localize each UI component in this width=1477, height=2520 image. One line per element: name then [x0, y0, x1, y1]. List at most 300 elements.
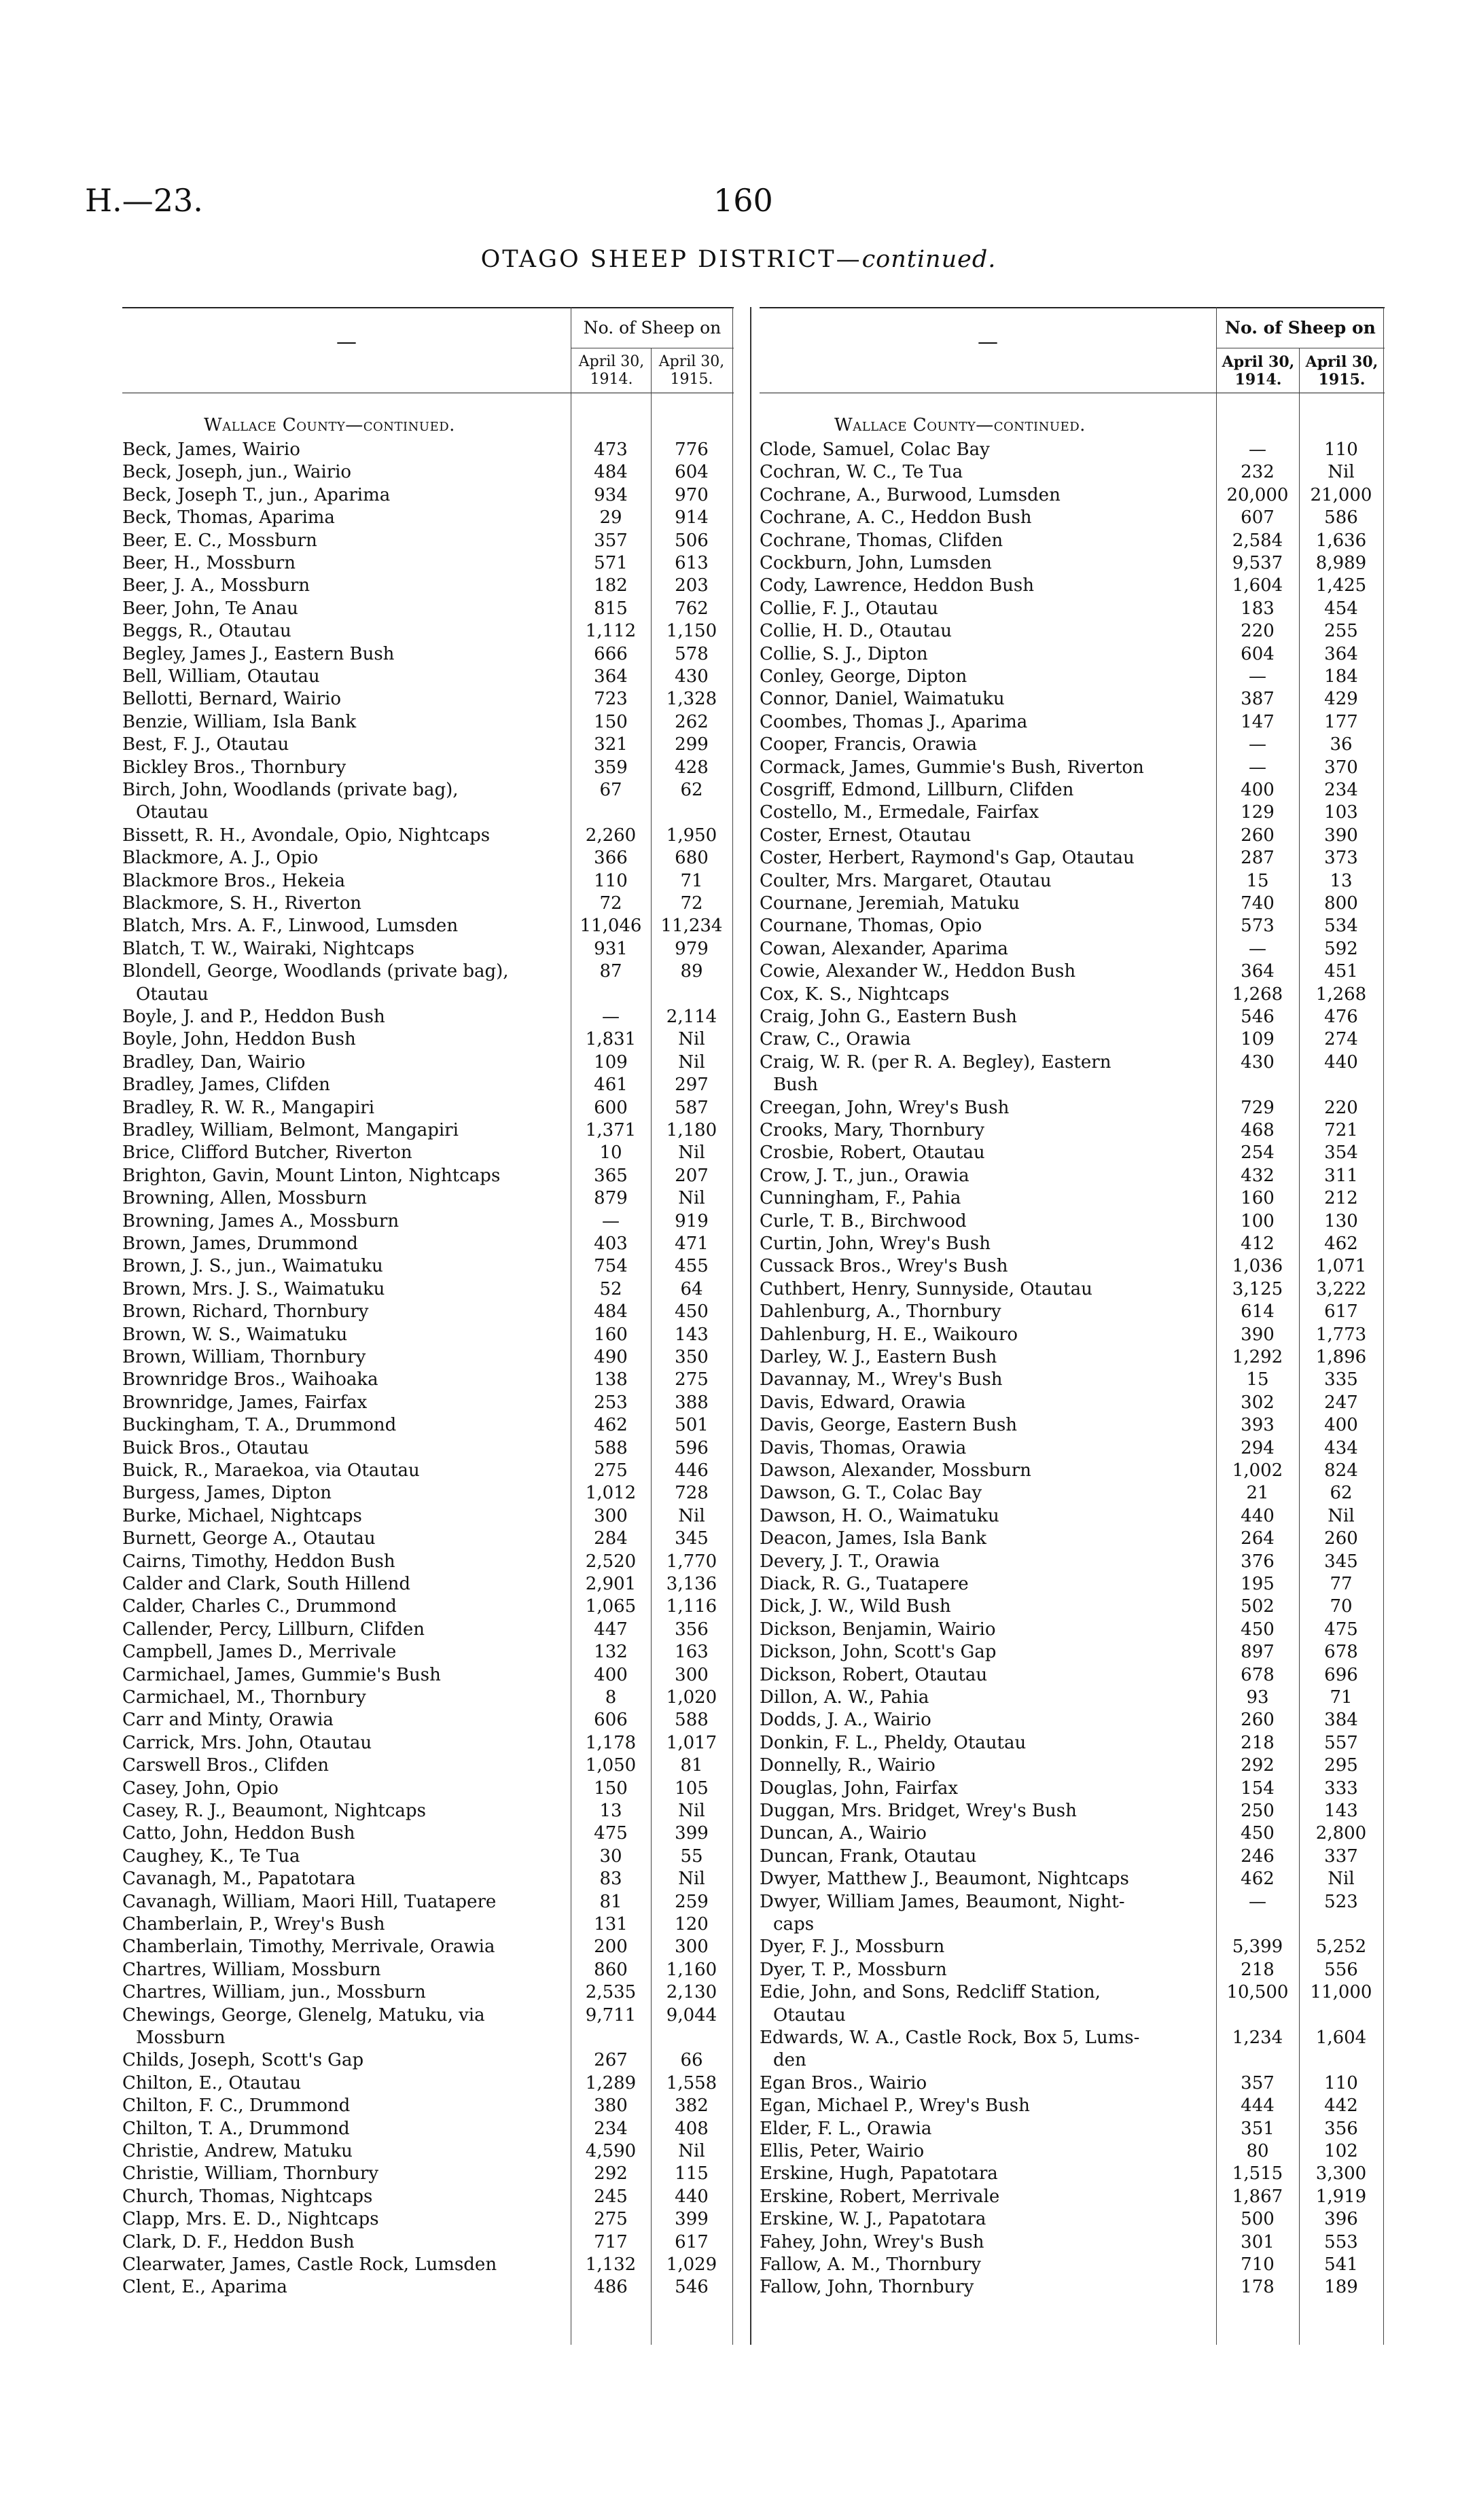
row-value-1914: 1,050 [585, 1755, 637, 1776]
row-value-1914: 292 [1241, 1755, 1275, 1776]
row-value-1914: 390 [1241, 1324, 1275, 1345]
row-name: Brown, Richard, Thornbury [122, 1301, 369, 1322]
table-row [122, 938, 734, 960]
row-name: Campbell, James D., Merrivale [122, 1642, 397, 1663]
row-value-1915: 1,558 [666, 2072, 717, 2093]
row-value-1914: 1,132 [585, 2254, 637, 2275]
row-value-1915: 62 [1330, 1483, 1353, 1504]
row-value-1914: 400 [1241, 780, 1275, 800]
row-name: Coombes, Thomas J., Aparima [760, 711, 1028, 732]
row-value-1915: 130 [1324, 1210, 1358, 1231]
row-value-1914: 461 [594, 1075, 628, 1096]
table-row [760, 1891, 1385, 1913]
row-name: Collie, S. J., Dipton [760, 643, 928, 664]
row-value-1914: 546 [1241, 1007, 1275, 1027]
row-value-1914: 132 [594, 1642, 628, 1663]
row-value-1914: 15 [1246, 870, 1269, 891]
row-value-1915: 11,000 [1310, 1982, 1372, 2003]
row-value-1914: 147 [1241, 711, 1275, 732]
row-value-1914: 432 [1241, 1165, 1275, 1186]
row-value-1915: 440 [1324, 1051, 1358, 1073]
row-value-1915: 220 [1324, 1097, 1358, 1118]
row-name: Callender, Percy, Lillburn, Clifden [122, 1619, 425, 1640]
table-row [760, 1822, 1385, 1845]
row-value-1914: 30 [599, 1846, 622, 1867]
row-name: Casey, R. J., Beaumont, Nightcaps [122, 1801, 426, 1821]
table-row [122, 1505, 734, 1528]
row-value-1915: 596 [675, 1437, 709, 1458]
row-value-1915: 680 [675, 848, 709, 869]
table-row [122, 2208, 734, 2231]
row-value-1914: 710 [1241, 2254, 1275, 2275]
row-value-1915: 71 [1330, 1687, 1353, 1708]
row-name: Craw, C., Orawia [760, 1029, 911, 1050]
row-name: Brown, James, Drummond [122, 1234, 358, 1254]
table-row [122, 530, 734, 552]
row-value-1914: 1,831 [585, 1029, 637, 1050]
row-value-1914: 604 [1241, 643, 1275, 664]
row-value-1914: 80 [1246, 2141, 1269, 2161]
row-value-1915: 345 [675, 1528, 709, 1549]
row-name: Deacon, James, Isla Bank [760, 1528, 986, 1549]
table-row [760, 1846, 1385, 1868]
row-value-1914: 490 [594, 1347, 628, 1367]
row-name: Donnelly, R., Wairio [760, 1755, 936, 1776]
left-table [122, 307, 734, 2345]
row-name: Cowie, Alexander W., Heddon Bush [760, 961, 1076, 982]
table-row [122, 1754, 734, 1777]
row-name: Beer, John, Te Anau [122, 598, 298, 619]
row-name: Bradley, R. W. R., Mangapiri [122, 1097, 375, 1118]
row-name: Brown, W. S., Waimatuku [122, 1324, 348, 1345]
row-name: Chamberlain, Timothy, Merrivale, Orawia [122, 1937, 495, 1958]
row-value-1915: 919 [675, 1210, 709, 1231]
row-name: Craig, W. R. (per R. A. Begley), Eastern [760, 1051, 1111, 1073]
row-value-1915: 333 [1324, 1778, 1358, 1799]
row-value-1915: 430 [675, 666, 709, 687]
row-value-1915: Nil [678, 1869, 705, 1890]
row-name: Ellis, Peter, Wairio [760, 2141, 925, 2161]
row-value-1914: 246 [1241, 1846, 1275, 1867]
row-name: Cairns, Timothy, Heddon Bush [122, 1551, 395, 1572]
row-name: Brownridge Bros., Waihoaka [122, 1369, 378, 1390]
row-value-1914: 3,125 [1232, 1278, 1283, 1299]
row-name: Devery, J. T., Orawia [760, 1551, 940, 1572]
row-value-1914: 29 [599, 507, 622, 528]
row-name: Collie, F. J., Otautau [760, 598, 938, 619]
row-value-1914: 150 [594, 1778, 628, 1799]
table-row [122, 1301, 734, 1323]
row-value-1914: 606 [594, 1710, 628, 1731]
row-value-1915: 255 [1324, 621, 1358, 642]
row-value-1915: 428 [675, 757, 709, 778]
row-value-1915: 541 [1324, 2254, 1358, 2275]
row-value-1915: 1,017 [666, 1732, 717, 1753]
table-row [122, 1346, 734, 1369]
row-value-1914: 93 [1246, 1687, 1269, 1708]
row-value-1915: 311 [1324, 1165, 1358, 1186]
row-name: Cochrane, A. C., Heddon Bush [760, 507, 1032, 528]
row-name: Curtin, John, Wrey's Bush [760, 1234, 991, 1254]
row-value-1914: 400 [594, 1664, 628, 1685]
row-value-1915: 604 [675, 462, 709, 483]
row-name: Duggan, Mrs. Bridget, Wrey's Bush [760, 1801, 1077, 1821]
row-name: Beck, Joseph T., jun., Aparima [122, 484, 391, 505]
row-value-1915: 120 [675, 1914, 709, 1934]
table-row [122, 1119, 734, 1142]
row-name: Brown, J. S., jun., Waimatuku [122, 1256, 383, 1277]
row-value-1915: 2,800 [1315, 1823, 1367, 1844]
row-value-1915: 501 [675, 1415, 709, 1436]
row-name: Beggs, R., Otautau [122, 621, 291, 642]
row-name: Donkin, F. L., Pheldy, Otautau [760, 1732, 1027, 1753]
table-row [122, 1732, 734, 1754]
table-row [760, 779, 1385, 802]
row-value-1914: 109 [1241, 1029, 1275, 1050]
row-value-1914: 897 [1241, 1642, 1275, 1663]
row-name: Dawson, G. T., Colac Bay [760, 1483, 982, 1504]
row-name: Fallow, A. M., Thornbury [760, 2254, 981, 2275]
table-row [760, 1165, 1385, 1187]
table-row [760, 2254, 1385, 2276]
row-name: Fahey, John, Wrey's Bush [760, 2231, 984, 2252]
row-name: Childs, Joseph, Scott's Gap [122, 2050, 364, 2071]
row-value-1915: Nil [678, 1142, 705, 1164]
table-row [760, 484, 1385, 507]
table-row [122, 620, 734, 643]
row-value-1915: 356 [675, 1619, 709, 1640]
table-row [122, 1255, 734, 1278]
table-row [122, 1596, 734, 1618]
row-value-1914: 351 [1241, 2118, 1275, 2139]
row-value-1914: 359 [594, 757, 628, 778]
row-name: Carmichael, James, Gummie's Bush [122, 1664, 441, 1685]
table-row [122, 1324, 734, 1346]
table-row [760, 960, 1385, 983]
table-row [760, 1324, 1385, 1346]
row-value-1915: 557 [1324, 1732, 1358, 1753]
row-value-1914: 430 [1241, 1051, 1275, 1073]
row-name: Edie, John, and Sons, Redcliff Station, [760, 1982, 1101, 2003]
row-name: Fallow, John, Thornbury [760, 2277, 974, 2298]
row-value-1915: 678 [1324, 1642, 1358, 1663]
row-value-1915: 523 [1324, 1891, 1358, 1912]
row-name: Bell, William, Otautau [122, 666, 320, 687]
row-value-1915: 534 [1324, 916, 1358, 937]
row-name: Birch, John, Woodlands (private bag), [122, 780, 459, 800]
row-value-1914: 444 [1241, 2095, 1275, 2117]
row-name: Duncan, Frank, Otautau [760, 1846, 977, 1867]
row-value-1915: 5,252 [1315, 1937, 1367, 1958]
row-value-1914: 357 [1241, 2072, 1275, 2093]
row-value-1914: 9,537 [1232, 553, 1283, 573]
row-value-1914: 387 [1241, 689, 1275, 710]
table-row [760, 2163, 1385, 2185]
table-row [122, 1687, 734, 1709]
row-value-1914: — [1249, 666, 1266, 687]
row-value-1915: 382 [675, 2095, 709, 2117]
row-name: Buick Bros., Otautau [122, 1437, 309, 1458]
row-value-1915: 3,222 [1315, 1278, 1367, 1299]
row-value-1915: 553 [1324, 2231, 1358, 2252]
row-value-1915: 587 [675, 1097, 709, 1118]
row-value-1915: 1,773 [1315, 1324, 1367, 1345]
row-value-1915: 408 [675, 2118, 709, 2139]
table-row [122, 870, 734, 893]
table-row [122, 1846, 734, 1868]
center-divider [750, 307, 751, 2345]
row-name: Cochran, W. C., Te Tua [760, 462, 963, 483]
row-name: Casey, John, Opio [122, 1778, 279, 1799]
table-row [760, 552, 1385, 575]
row-name: Brownridge, James, Fairfax [122, 1392, 368, 1413]
row-value-1914: 484 [594, 462, 628, 483]
table-row [760, 439, 1385, 461]
row-value-1915: 295 [1324, 1755, 1358, 1776]
table-row [760, 530, 1385, 552]
row-name: Chartres, William, jun., Mossburn [122, 1982, 426, 2003]
row-value-1915: 399 [675, 2209, 709, 2230]
table-row [122, 1891, 734, 1913]
table-row [122, 1074, 734, 1096]
row-value-1915: Nil [678, 1801, 705, 1821]
row-value-1915: 234 [1324, 780, 1358, 800]
table-row [760, 825, 1385, 847]
page-title [0, 246, 1477, 273]
row-name: Bickley Bros., Thornbury [122, 757, 346, 778]
row-value-1914: — [1249, 1891, 1266, 1912]
table-row [122, 1868, 734, 1890]
table-row [122, 1369, 734, 1391]
row-value-1914: — [1249, 734, 1266, 755]
row-value-1914: 5,399 [1232, 1937, 1283, 1958]
table-row [122, 2095, 734, 2117]
row-value-1915: 586 [1324, 507, 1358, 528]
row-value-1915: 299 [675, 734, 709, 755]
row-value-1914: 366 [594, 848, 628, 869]
row-value-1914: 13 [599, 1801, 622, 1821]
row-value-1915: 1,896 [1315, 1347, 1367, 1367]
table-row [760, 1233, 1385, 1255]
table-row [760, 2140, 1385, 2163]
table-row [760, 2072, 1385, 2095]
table-row [760, 1210, 1385, 1233]
row-value-1914: 294 [1241, 1437, 1275, 1458]
row-value-1914: 10 [599, 1142, 622, 1164]
left-group-header: No. of Sheep on [583, 318, 722, 338]
row-value-1914: 607 [1241, 507, 1275, 528]
row-value-1914: 154 [1241, 1778, 1275, 1799]
row-name: Chartres, William, Mossburn [122, 1959, 381, 1980]
row-value-1914: 462 [594, 1415, 628, 1436]
row-value-1914: 931 [594, 938, 628, 959]
table-row [122, 1437, 734, 1460]
table-row [122, 711, 734, 734]
table-row [122, 1392, 734, 1414]
row-value-1914: 600 [594, 1097, 628, 1118]
row-value-1914: 678 [1241, 1664, 1275, 1685]
row-value-1915: 345 [1324, 1551, 1358, 1572]
row-name: Christie, Andrew, Matuku [122, 2141, 353, 2161]
row-value-1915: Nil [1328, 1869, 1355, 1890]
row-value-1915: 103 [1324, 802, 1358, 823]
row-name: Blondell, George, Woodlands (private bag), [122, 961, 509, 982]
row-name: Cavanagh, M., Papatotara [122, 1869, 356, 1890]
row-value-1915: 1,150 [666, 621, 717, 642]
row-name: Beck, James, Wairio [122, 439, 300, 460]
row-name: Craig, John G., Eastern Bush [760, 1007, 1017, 1027]
row-value-1915: 728 [675, 1483, 709, 1504]
row-value-1914: 9,711 [585, 2004, 637, 2026]
row-name: Carswell Bros., Clifden [122, 1755, 329, 1776]
table-row [122, 2072, 734, 2095]
row-value-1914: 450 [1241, 1619, 1275, 1640]
row-name: Cowan, Alexander, Aparima [760, 938, 1008, 959]
row-value-1915: 110 [1324, 2072, 1358, 2093]
row-value-1914: 754 [594, 1256, 628, 1277]
table-row [122, 1800, 734, 1822]
row-name: Coster, Herbert, Raymond's Gap, Otautau [760, 848, 1135, 869]
table-row [760, 2186, 1385, 2208]
row-value-1914: 440 [1241, 1505, 1275, 1526]
row-value-1915: 81 [680, 1755, 703, 1776]
row-name: Burgess, James, Dipton [122, 1483, 332, 1504]
table-row [760, 688, 1385, 710]
row-value-1914: 502 [1241, 1596, 1275, 1617]
table-row [122, 2140, 734, 2163]
row-value-1914: 178 [1241, 2277, 1275, 2298]
row-name: Brighton, Gavin, Mount Linton, Nightcaps [122, 1165, 501, 1186]
row-name: Calder and Clark, South Hillend [122, 1574, 411, 1594]
row-value-1914: 254 [1241, 1142, 1275, 1164]
table-row [760, 870, 1385, 893]
table-row [760, 1505, 1385, 1528]
row-name: Clark, D. F., Heddon Bush [122, 2231, 355, 2252]
row-value-1915: 259 [675, 1891, 709, 1912]
table-row [760, 2004, 1385, 2027]
row-value-1914: 83 [599, 1869, 622, 1890]
row-value-1915: 388 [675, 1392, 709, 1413]
table-row [760, 1437, 1385, 1460]
table-row [760, 1687, 1385, 1709]
row-value-1914: 1,289 [585, 2072, 637, 2093]
table-row [760, 2208, 1385, 2231]
row-value-1914: 462 [1241, 1869, 1275, 1890]
table-row [760, 711, 1385, 734]
row-name: Darley, W. J., Eastern Bush [760, 1347, 997, 1367]
row-name: Cormack, James, Gummie's Bush, Riverton [760, 757, 1144, 778]
row-value-1914: 21 [1246, 1483, 1269, 1504]
row-value-1914: — [602, 1210, 620, 1231]
table-row [760, 1913, 1385, 1936]
table-row [122, 2004, 734, 2027]
table-row [122, 575, 734, 597]
row-name: Chamberlain, P., Wrey's Bush [122, 1914, 385, 1934]
row-value-1914: 8 [605, 1687, 617, 1708]
row-value-1915: 177 [1324, 711, 1358, 732]
row-value-1914: 52 [599, 1278, 622, 1299]
row-value-1915: 11,234 [660, 916, 723, 937]
row-value-1914: — [602, 1007, 620, 1027]
table-row [760, 1981, 1385, 2004]
table-row [122, 507, 734, 529]
row-value-1914: 20,000 [1226, 484, 1289, 505]
row-value-1915: 21,000 [1310, 484, 1372, 505]
row-value-1915: 970 [675, 484, 709, 505]
table-row [760, 1097, 1385, 1119]
row-value-1914: 4,590 [585, 2141, 637, 2161]
table-row [760, 2095, 1385, 2117]
row-value-1914: — [1249, 439, 1266, 460]
row-value-1915: 1,604 [1315, 2028, 1367, 2048]
table-row [122, 2276, 734, 2299]
table-row [122, 688, 734, 710]
row-name: Dawson, H. O., Waimatuku [760, 1505, 999, 1526]
row-value-1915: 207 [675, 1165, 709, 1186]
row-value-1914: 723 [594, 689, 628, 710]
row-name: Dillon, A. W., Pahia [760, 1687, 929, 1708]
row-name: Dwyer, Matthew J., Beaumont, Nightcaps [760, 1869, 1129, 1890]
row-value-1915: 72 [680, 893, 703, 914]
table-row [760, 1369, 1385, 1391]
row-value-1915: 1,029 [666, 2254, 717, 2275]
row-value-1915: 184 [1324, 666, 1358, 687]
row-value-1915: 105 [675, 1778, 709, 1799]
table-row [122, 2027, 734, 2049]
table-row [122, 1006, 734, 1028]
row-name: Blackmore, S. H., Riverton [122, 893, 362, 914]
row-value-1914: 364 [594, 666, 628, 687]
row-name: Dawson, Alexander, Mossburn [760, 1460, 1031, 1481]
row-value-1915: 617 [675, 2231, 709, 2252]
row-name: Otautau [136, 802, 209, 823]
row-value-1915: 143 [675, 1324, 709, 1345]
row-value-1914: 1,292 [1232, 1347, 1283, 1367]
table-row [760, 757, 1385, 779]
row-name: Carrick, Mrs. John, Otautau [122, 1732, 372, 1753]
row-value-1914: 1,604 [1232, 575, 1283, 596]
row-value-1914: 232 [1241, 462, 1275, 483]
table-row [122, 666, 734, 688]
row-name: Costello, M., Ermedale, Fairfax [760, 802, 1039, 823]
row-value-1914: 300 [594, 1505, 628, 1526]
row-name: Diack, R. G., Tuatapere [760, 1574, 969, 1594]
table-row [760, 507, 1385, 529]
row-value-1915: 55 [680, 1846, 703, 1867]
row-value-1914: 357 [594, 530, 628, 551]
table-row [760, 2027, 1385, 2049]
row-value-1914: 302 [1241, 1392, 1275, 1413]
row-name: Clearwater, James, Castle Rock, Lumsden [122, 2254, 497, 2275]
table-row [122, 757, 734, 779]
table-row [760, 1664, 1385, 1687]
row-name: Conley, George, Dipton [760, 666, 967, 687]
table-row [122, 1551, 734, 1573]
table-row [760, 620, 1385, 643]
row-value-1915: 442 [1324, 2095, 1358, 2117]
row-value-1914: 100 [1241, 1210, 1275, 1231]
row-name: Otautau [773, 2004, 846, 2026]
row-name: Boyle, John, Heddon Bush [122, 1029, 356, 1050]
row-name: Bush [773, 1075, 818, 1096]
left-name-header: — [336, 330, 357, 354]
row-value-1915: 373 [1324, 848, 1358, 869]
row-value-1915: 384 [1324, 1710, 1358, 1731]
table-row [760, 1936, 1385, 1958]
table-row [760, 1187, 1385, 1210]
table-row [122, 2231, 734, 2254]
row-name: Chilton, E., Otautau [122, 2072, 302, 2093]
